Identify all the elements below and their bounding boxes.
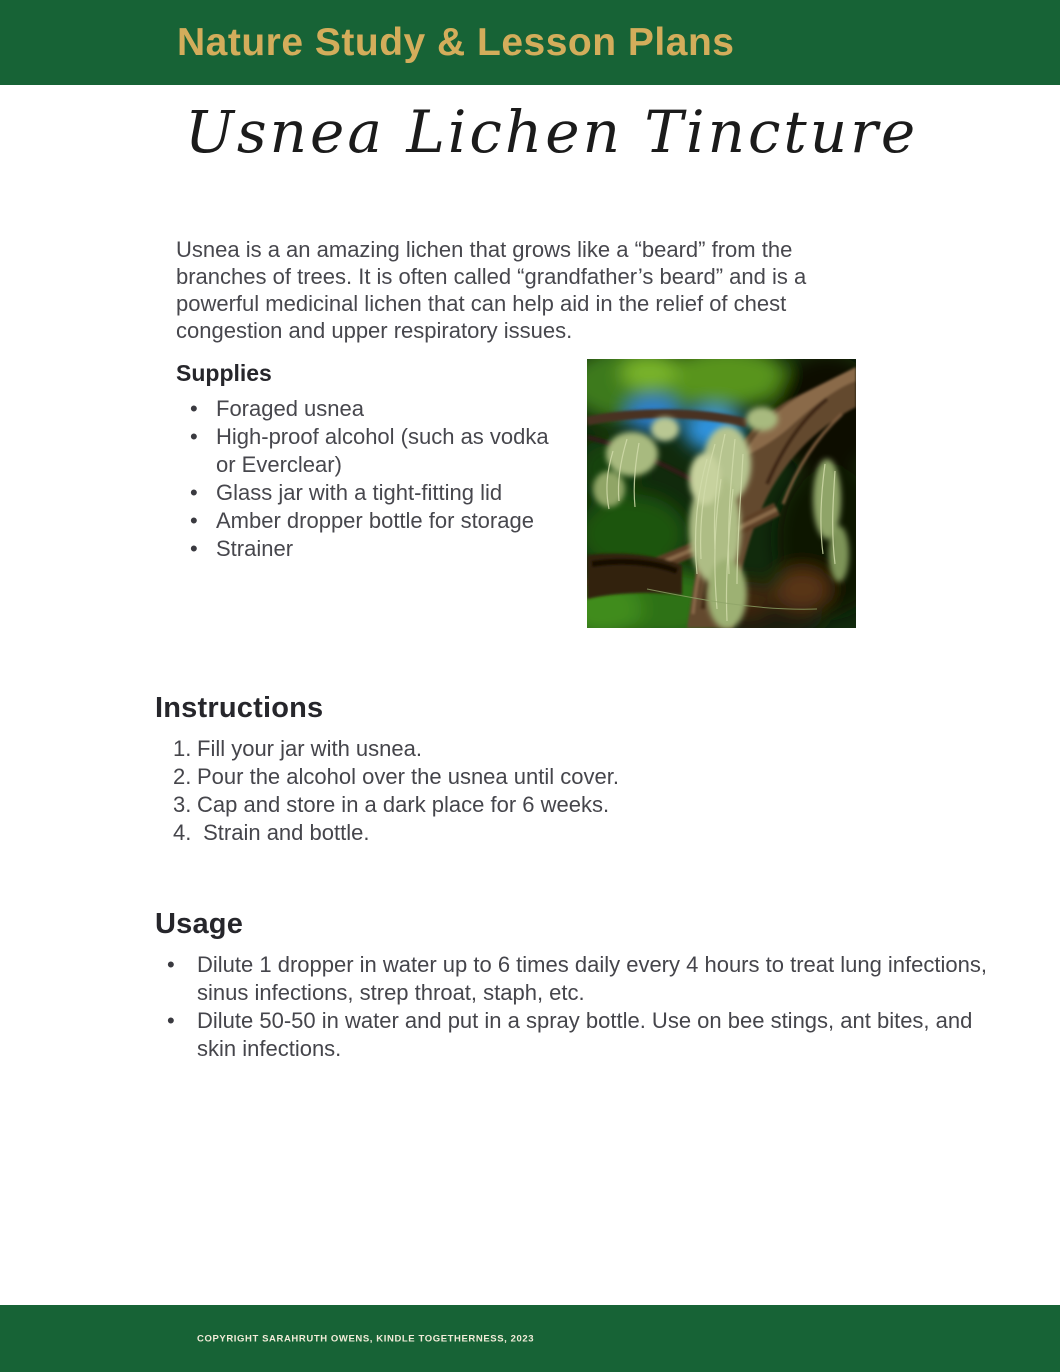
list-item (173, 819, 855, 847)
bullet-icon: • (167, 1008, 175, 1033)
step-number: 4. (173, 820, 192, 845)
step-text: Cap and store in a dark place for 6 weeks. (197, 792, 610, 817)
instructions-list (173, 735, 855, 847)
instructions-section (155, 692, 855, 847)
usnea-photo (587, 359, 856, 628)
list-item (176, 423, 568, 479)
usage-list (155, 951, 995, 1063)
usage-item-text: Dilute 1 dropper in water up to 6 times daily every 4 hours to treat lung infections, sinus infections, strep throat, staph, etc. (197, 952, 987, 1005)
bullet-icon: • (190, 508, 198, 533)
supplies-list (176, 395, 568, 563)
page-footer (0, 1305, 1060, 1372)
bullet-icon: • (190, 424, 198, 449)
bullet-icon: • (190, 396, 198, 421)
bullet-icon: • (190, 536, 198, 561)
list-item (173, 735, 855, 763)
supplies-heading: Supplies (176, 360, 272, 386)
supply-item-label: Foraged usnea (216, 396, 364, 421)
step-number: 1. (173, 736, 192, 761)
step-number: 3. (173, 792, 192, 817)
supply-item-label: High-proof alcohol (such as vodka or Everclear) (216, 424, 549, 477)
document-title: Usnea Lichen Tincture (185, 98, 919, 166)
list-item (155, 951, 995, 1007)
supplies-section (176, 360, 586, 563)
step-text: Strain and bottle. (197, 820, 370, 845)
usage-item-text: Dilute 50-50 in water and put in a spray bottle. Use on bee stings, ant bites, and skin infections. (197, 1008, 973, 1061)
list-item (176, 479, 568, 507)
header-title: Nature Study & Lesson Plans (177, 20, 735, 64)
step-number: 2. (173, 764, 192, 789)
intro-paragraph: Usnea is a an amazing lichen that grows like a “beard” from the branches of trees. It is often called “grandfather’s beard” and is a powerful medicinal lichen that can help aid in the relief of chest congestion and upper respiratory issues. (176, 237, 807, 343)
list-item (176, 535, 568, 563)
list-item (176, 395, 568, 423)
list-item (155, 1007, 995, 1063)
usage-section (155, 908, 995, 1063)
step-text: Pour the alcohol over the usnea until cover. (197, 764, 619, 789)
bullet-icon: • (190, 480, 198, 505)
supply-item-label: Amber dropper bottle for storage (216, 508, 534, 533)
list-item (173, 791, 855, 819)
page-header (0, 0, 1060, 85)
supply-item-label: Strainer (216, 536, 294, 561)
list-item (173, 763, 855, 791)
instructions-heading: Instructions (155, 692, 324, 724)
usage-heading: Usage (155, 908, 244, 940)
supply-item-label: Glass jar with a tight-fitting lid (216, 480, 503, 505)
bullet-icon: • (167, 952, 175, 977)
list-item (176, 507, 568, 535)
copyright-text: COPYRIGHT SARAHRUTH OWENS, KINDLE TOGETHERNESS, 2023 (197, 1333, 535, 1344)
step-text: Fill your jar with usnea. (197, 736, 422, 761)
